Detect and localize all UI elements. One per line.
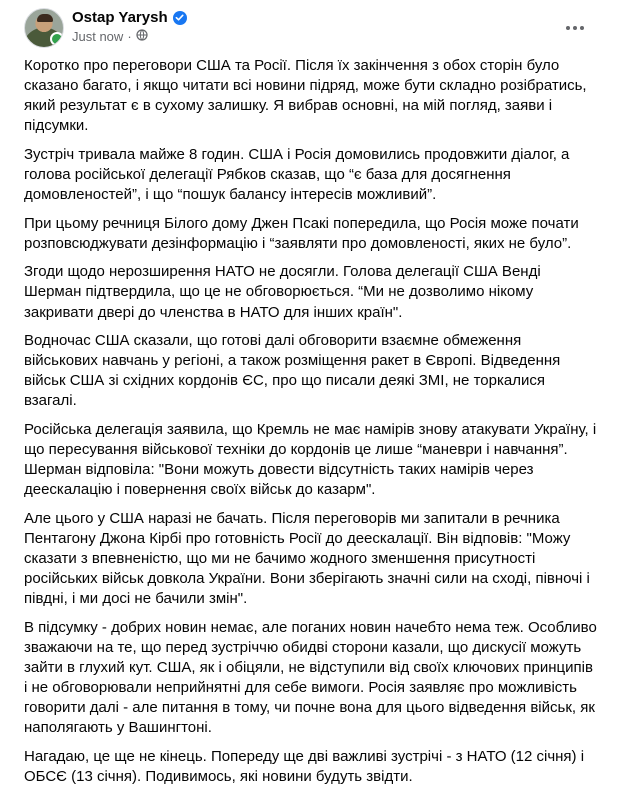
more-options-icon [566, 26, 570, 30]
meta-separator: · [127, 29, 132, 44]
post-timestamp[interactable]: Just now [72, 29, 124, 44]
avatar-hair [37, 14, 53, 22]
author-name[interactable]: Ostap Yarysh [72, 9, 168, 26]
author-block [72, 9, 187, 26]
post-paragraph: Зустріч тривала майже 8 годин. США і Росія домовились продовжити діалог, а голова російської делегації Рябков сказав, що “є база для досягнення домовленостей”, і що “пошук балансу інтересів можливий”. [24, 145, 570, 204]
globe-icon[interactable] [136, 29, 148, 44]
post-paragraph: Коротко про переговори США та Росії. Після їх закінчення з обох сторін було сказано багато, і якщо читати всі новини підряд, може бути складно розібратись, який результат є в сухому залишку. Я вибрав основні, на мій погляд, заяви і підсумки. [24, 57, 587, 135]
post-header [12, 0, 607, 56]
avatar[interactable] [24, 8, 64, 48]
post-paragraph: При цьому речниця Білого дому Джен Псакі попередила, що Росія може почати розповсюджувати дезінформацію і “заявляти про домовленості, яких не було”. [24, 214, 579, 252]
post-paragraph: Згоди щодо нерозширення НАТО не досягли. Голова делегації США Венді Шерман підтвердила, що це не обговорюється. “Ми не дозволимо нікому закривати двері до членства в НАТО для інших країн". [24, 263, 541, 321]
verified-badge-icon [173, 11, 187, 25]
post-paragraph: Нагадаю, це ще не кінець. Попереду ще дві важливі зустрічі - з НАТО (12 січня) і ОБСЄ (13 січня). Подивимось, які новини будуть звідти. [24, 747, 585, 785]
more-options-button[interactable] [557, 10, 593, 46]
post-paragraph: Але цього у США наразі не бачать. Після переговорів ми запитали в речника Пентагону Джона Кірбі про готовність Росії до деескалації. Він відповів: "Можу сказати з впевненістю, що ми не бачимо жодного зменшення присутності російських військ довкола України. Вони зберігають значні сили на сході, півночі і півдні, і ми досі не бачили змін". [24, 509, 590, 608]
online-status-dot [50, 32, 64, 46]
post-paragraph: В підсумку - добрих новин немає, але поганих новин начебто нема теж. Особливо зважаючи на те, що перед зустріччю обидві сторони казали, що дискусії можуть зайти в глухий кут. США, як і обіцяли, не відступили від своїх ключових принципів і не обговорювали неприйнятні для себе вимоги. Росія заявляє про можливість говорити далі - але питання в тому, чи почне вона для цього відведення військ, як наполягають у Вашингтоні. [24, 618, 597, 737]
post-meta [72, 29, 148, 44]
post-paragraph: Водночас США сказали, що готові далі обговорити взаємне обмеження військових навчань у регіоні, а також розміщення ракет в Європі. Відведення військ США зі східних кордонів ЄС, про що писали деякі ЗМІ, не торкалися взагалі. [24, 332, 561, 410]
post-body [12, 56, 607, 787]
post-paragraph: Російська делегація заявила, що Кремль не має намірів знову атакувати Україну, і що пересування військової техніки до кордонів це лише “маневри і навчання”. Шерман відповіла: "Вони можуть довести відсутність таких намірів через деескалацію і повернення своїх військ до казарм". [24, 421, 597, 499]
